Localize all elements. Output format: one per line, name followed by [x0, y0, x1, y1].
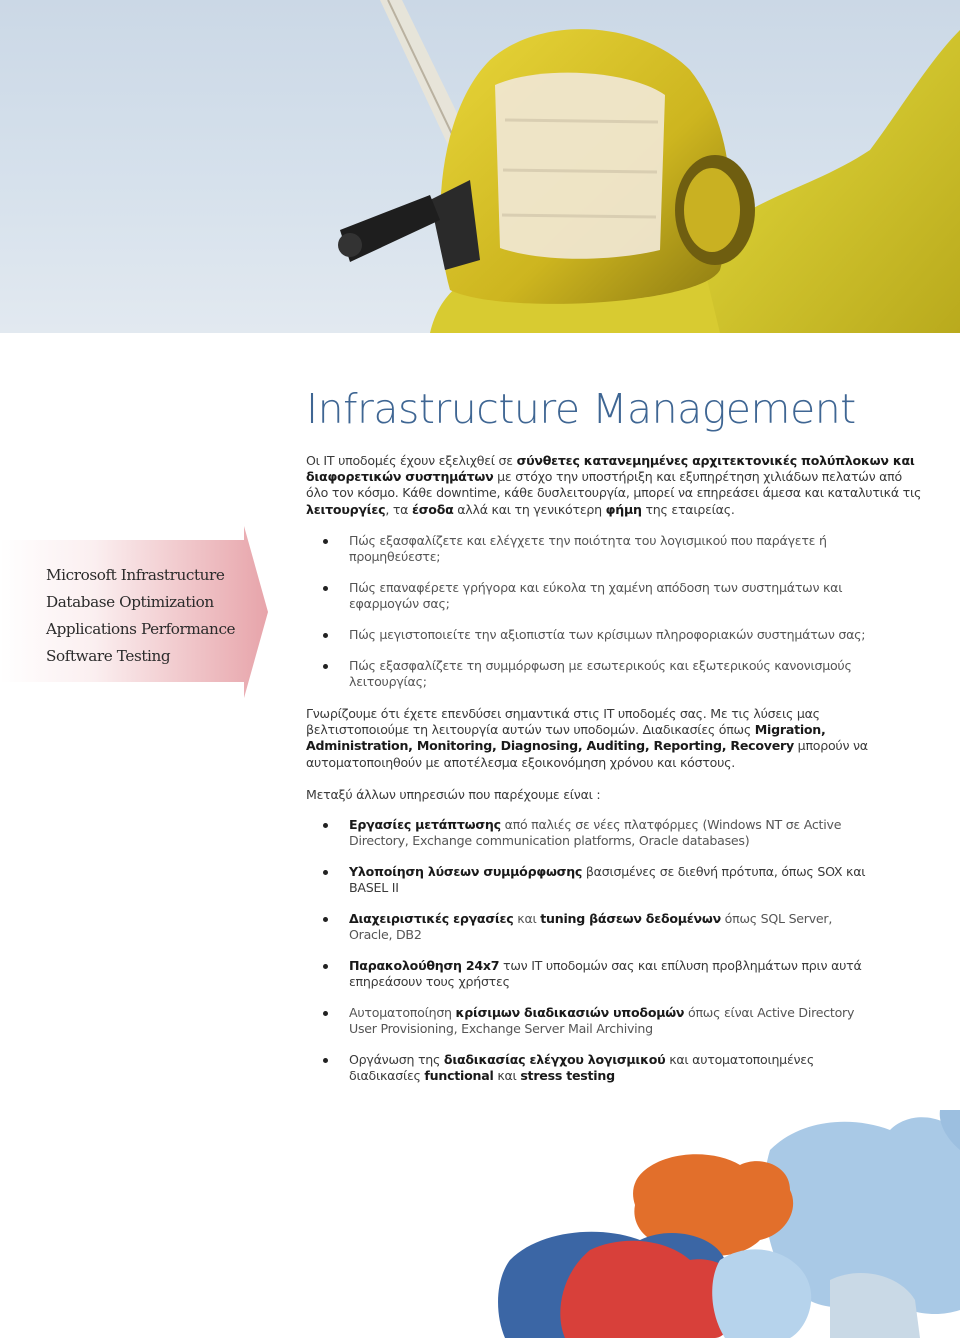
side-item: Software Testing	[46, 647, 171, 665]
side-item: Database Optimization	[46, 593, 214, 611]
side-service-list	[46, 562, 235, 670]
intro-bold-1: σύνθετες κατανεμημένες αρχιτεκτονικές πολύπλοκων και διαφορετικών συστημάτων	[306, 453, 915, 485]
question-item: Πώς επαναφέρετε γρήγορα και εύκολα τη χαμένη απόδοση των συστημάτων και εφαρμογών σας;	[306, 580, 866, 612]
service-bold: Υλοποίηση λύσεων συμμόρφωσης	[349, 863, 583, 879]
question-item: Πώς εξασφαλίζετε τη συμμόρφωση με εσωτερικούς και εξωτερικούς κανονισμούς λειτουργίας;	[306, 658, 866, 690]
intro-text-2: με στόχο την υποστήριξη και εξυπηρέτηση χιλιάδων πελατών από όλο τον κόσμο. Κάθε downtime, κάθε δυσλειτουργία, μπορεί να επηρεάσει άμεσα και καταλυτικά τις	[306, 469, 922, 501]
service-item	[306, 1005, 866, 1037]
question-item: Πώς εξασφαλίζετε και ελέγχετε την ποιότητα του λογισμικού που παράγετε ή προμηθεύεστε;	[306, 533, 866, 565]
puzzle-illustration	[470, 1110, 960, 1338]
service-bold: tuning βάσεων δεδομένων	[540, 910, 721, 926]
service-bold: κρίσιμων διαδικασιών υποδομών	[455, 1004, 685, 1020]
side-item: Applications Performance	[46, 620, 236, 638]
services-list	[306, 817, 866, 1098]
intro-bold-4: φήμη	[605, 501, 642, 517]
service-bold: διαδικασίας ελέγχου λογισμικού	[443, 1051, 666, 1067]
service-bold: Διαχειριστικές εργασίες	[349, 910, 514, 926]
service-text: Αυτοματοποίηση	[349, 1004, 456, 1020]
intro-paragraph	[306, 453, 926, 518]
intro-text-1: Οι IT υποδομές έχουν εξελιχθεί σε	[306, 453, 517, 468]
question-list	[306, 533, 866, 704]
intro-text-4: αλλά και τη γενικότερη	[453, 501, 606, 517]
question-item: Πώς μεγιστοποιείτε την αξιοπιστία των κρίσιμων πληροφοριακών συστημάτων σας;	[306, 627, 866, 643]
services-arrow-panel	[0, 526, 268, 698]
intro-bold-3: έσοδα	[411, 501, 454, 517]
service-bold: Εργασίες μετάπτωσης	[349, 817, 501, 832]
puzzle-image	[470, 1110, 960, 1338]
service-bold: Παρακολούθηση 24x7	[349, 957, 500, 973]
service-item	[306, 864, 866, 896]
services-intro: Μεταξύ άλλων υπηρεσιών που παρέχουμε είναι :	[306, 787, 601, 802]
para2-text-1: Γνωρίζουμε ότι έχετε επενδύσει σημαντικά στις IT υποδομές σας. Με τις λύσεις μας βελτιστοποιούμε τη λειτουργία αυτών των υποδομών. Διαδικασίες όπως	[306, 706, 820, 738]
service-text: και αυτοματοποιημένες διαδικασίες	[349, 1051, 814, 1083]
service-item	[306, 958, 866, 990]
service-text: και	[493, 1067, 521, 1083]
intro-bold-2: λειτουργίες	[306, 501, 386, 517]
page-title: Infrastructure Management	[306, 385, 856, 433]
para2-bold-1: Migration, Administration, Monitoring, Diagnosing, Auditing, Reporting, Recovery	[306, 722, 826, 754]
service-text: των IT υποδομών σας και επίλυση προβλημάτων πριν αυτά επηρεάσουν τους χρήστες	[349, 957, 862, 989]
service-text: βασισμένες σε διεθνή πρότυπα, όπως SOX και BASEL II	[349, 863, 866, 896]
service-item	[306, 1052, 866, 1084]
service-bold: stress testing	[520, 1067, 615, 1083]
service-text: Οργάνωση της	[349, 1051, 444, 1067]
service-text: και	[513, 910, 541, 926]
intro-text-3: , τα	[385, 501, 412, 517]
side-item: Microsoft Infrastructure	[46, 566, 225, 584]
intro-text-5: της εταιρείας.	[641, 501, 735, 517]
service-text: όπως SQL Server, Oracle, DB2	[349, 910, 833, 943]
hero-illustration	[0, 0, 960, 333]
service-bold: functional	[424, 1067, 494, 1083]
service-item	[306, 817, 866, 849]
service-item	[306, 911, 866, 943]
service-text: όπως είναι Active Directory User Provisioning, Exchange Server Mail Archiving	[349, 1004, 855, 1036]
para2-text-2: μπορούν να αυτοματοποιηθούν με αποτέλεσμα εξοικονόμηση χρόνου και κόστους.	[306, 738, 868, 770]
hero-photo	[0, 0, 960, 333]
service-text: από παλιές σε νέες πλατφόρμες (Windows NT σε Active Directory, Exchange communication platforms, Oracle databases)	[349, 817, 842, 849]
solutions-paragraph	[306, 706, 876, 771]
